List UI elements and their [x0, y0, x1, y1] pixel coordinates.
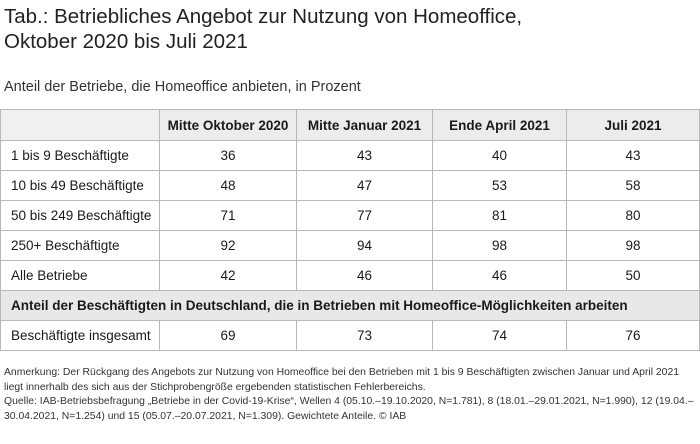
table-cell: 80 — [567, 201, 700, 231]
table-cell: 50 — [567, 261, 700, 291]
row-label: Beschäftigte insgesamt — [1, 321, 160, 351]
title-line-1: Tab.: Betriebliches Angebot zur Nutzung von Homeoffice, — [4, 5, 523, 28]
table-cell: 74 — [433, 321, 567, 351]
note-text: Anmerkung: Der Rückgang des Angebots zur Nutzung von Homeoffice bei den Betrieben mit 1 bis 9 Beschäftigten zwischen Januar und April 2021 liegt innerhalb des sich aus der Stichprobengröße ergebenden statistischen Fehlerbereichs. — [4, 367, 680, 393]
table-cell: 98 — [433, 231, 567, 261]
subtitle: Anteil der Betriebe, die Homeoffice anbieten, in Prozent — [4, 79, 361, 95]
table-cell: 40 — [433, 141, 567, 171]
footnotes — [4, 366, 696, 424]
column-header: Mitte Januar 2021 — [297, 110, 433, 141]
row-label: 1 bis 9 Beschäftigte — [1, 141, 160, 171]
column-header: Juli 2021 — [567, 110, 700, 141]
table-row — [1, 141, 700, 171]
column-header-corner — [1, 110, 160, 141]
table-cell: 43 — [297, 141, 433, 171]
table-header-row — [1, 110, 700, 141]
table-cell: 71 — [160, 201, 297, 231]
table-cell: 46 — [297, 261, 433, 291]
table-row — [1, 201, 700, 231]
row-label: Alle Betriebe — [1, 261, 160, 291]
table-cell: 73 — [297, 321, 433, 351]
section-heading: Anteil der Beschäftigten in Deutschland, die in Betrieben mit Homeoffice-Möglichkeiten arbeiten — [1, 291, 700, 321]
page-title — [4, 4, 522, 54]
table-cell: 58 — [567, 171, 700, 201]
table-cell: 81 — [433, 201, 567, 231]
column-header: Mitte Oktober 2020 — [160, 110, 297, 141]
table-cell: 53 — [433, 171, 567, 201]
table-cell: 92 — [160, 231, 297, 261]
source-text: Quelle: IAB-Betriebsbefragung „Betriebe in der Covid-19-Krise“, Wellen 4 (05.10.–19.10.2020, N=1.781), 8 (18.01.–29.01.2021, N=1.990), 12 (19.04.–30.04.2021, N=1.254) und 15 (05.07.–20.07.2021, N=1.309). Gewichtete Anteile. © IAB — [4, 396, 694, 422]
table-cell: 48 — [160, 171, 297, 201]
table-cell: 94 — [297, 231, 433, 261]
table-row — [1, 171, 700, 201]
table-row — [1, 261, 700, 291]
column-header: Ende April 2021 — [433, 110, 567, 141]
title-line-2: Oktober 2020 bis Juli 2021 — [4, 30, 248, 53]
table-cell: 76 — [567, 321, 700, 351]
row-label: 250+ Beschäftigte — [1, 231, 160, 261]
table-cell: 69 — [160, 321, 297, 351]
table-cell: 47 — [297, 171, 433, 201]
table-cell: 43 — [567, 141, 700, 171]
table-row — [1, 231, 700, 261]
row-label: 50 bis 249 Beschäftigte — [1, 201, 160, 231]
table-cell: 46 — [433, 261, 567, 291]
section-heading-row — [1, 291, 700, 321]
data-table — [0, 109, 700, 351]
table-cell: 77 — [297, 201, 433, 231]
table-cell: 98 — [567, 231, 700, 261]
row-label: 10 bis 49 Beschäftigte — [1, 171, 160, 201]
table-cell: 36 — [160, 141, 297, 171]
table-row — [1, 321, 700, 351]
table-cell: 42 — [160, 261, 297, 291]
